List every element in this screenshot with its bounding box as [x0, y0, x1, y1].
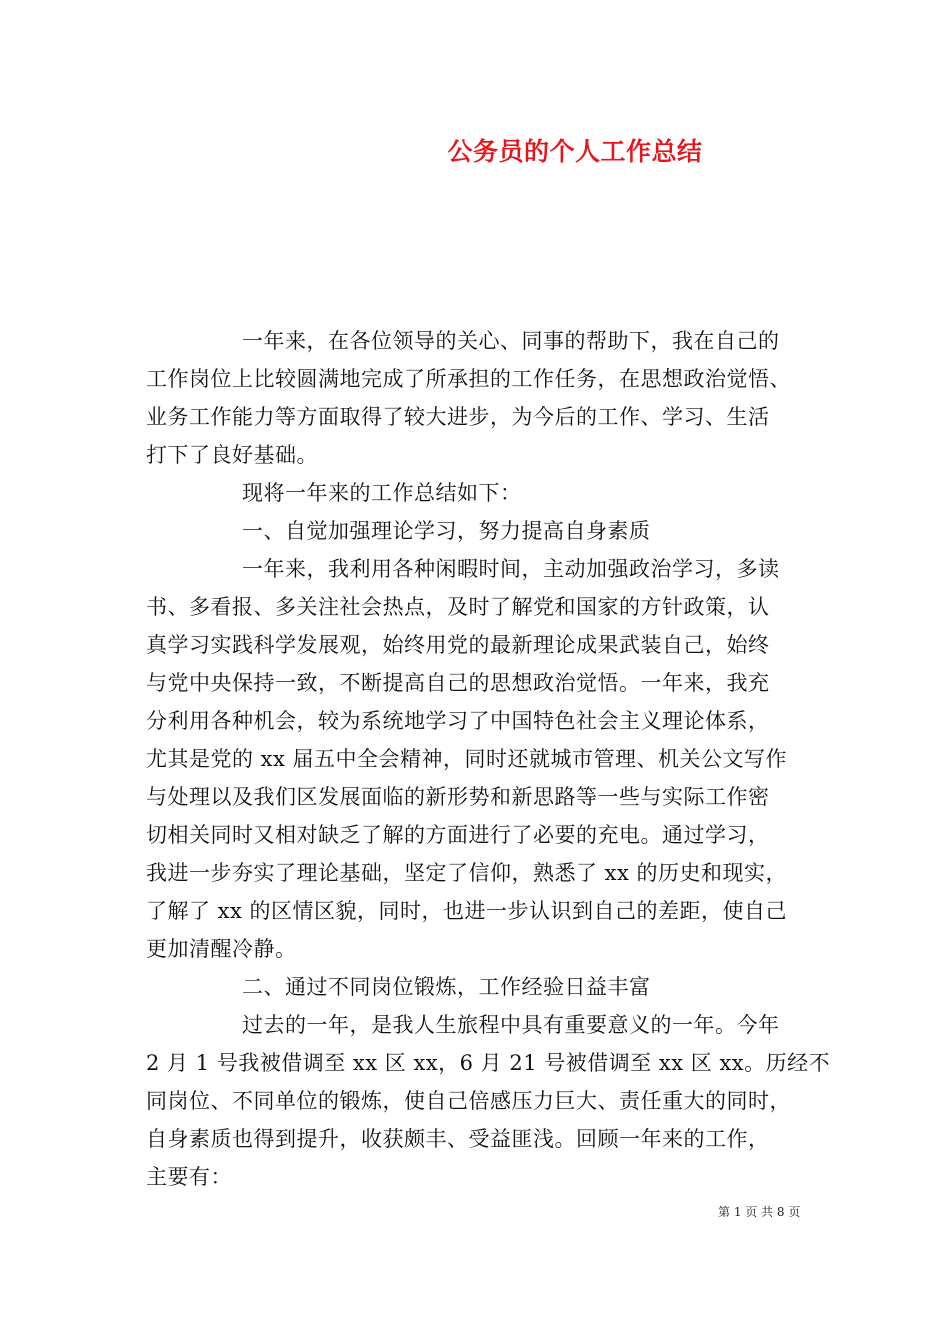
text-line: 2 月 1 号我被借调至 xx 区 xx，6 月 21 号被借调至 xx 区 xx。历经不 [146, 1051, 831, 1075]
section-heading-2: 二、通过不同岗位锻炼，工作经验日益丰富 [242, 975, 651, 999]
text-line: 与党中央保持一致，不断提高自己的思想政治觉悟。一年来，我充 [146, 671, 770, 695]
text-line: 分利用各种机会，较为系统地学习了中国特色社会主义理论体系， [146, 709, 770, 733]
text-line: 切相关同时又相对缺乏了解的方面进行了必要的充电。通过学习， [146, 823, 770, 847]
text-line: 自身素质也得到提升，收获颇丰、受益匪浅。回顾一年来的工作， [146, 1127, 770, 1151]
text-line: 了解了 xx 的区情区貌，同时，也进一步认识到自己的差距，使自己 [146, 899, 788, 923]
document-title: 公务员的个人工作总结 [447, 137, 703, 166]
text-line: 工作岗位上比较圆满地完成了所承担的工作任务，在思想政治觉悟、 [146, 367, 791, 391]
text-line: 同岗位、不同单位的锻炼，使自己倍感压力巨大、责任重大的同时， [146, 1089, 791, 1113]
text-line: 真学习实践科学发展观，始终用党的最新理论成果武装自己，始终 [146, 633, 770, 657]
text-line: 一年来，我利用各种闲暇时间，主动加强政治学习，多读 [242, 557, 780, 581]
text-line: 与处理以及我们区发展面临的新形势和新思路等一些与实际工作密 [146, 785, 770, 809]
text-line: 打下了良好基础。 [146, 443, 318, 467]
text-line: 我进一步夯实了理论基础，坚定了信仰，熟悉了 xx 的历史和现实， [146, 861, 788, 885]
text-line: 过去的一年，是我人生旅程中具有重要意义的一年。今年 [242, 1013, 780, 1037]
text-line: 更加清醒冷静。 [146, 937, 297, 961]
section-heading-1: 一、自觉加强理论学习，努力提高自身素质 [242, 519, 651, 543]
document-body [146, 322, 831, 1196]
text-line: 一年来，在各位领导的关心、同事的帮助下，我在自己的 [242, 329, 780, 353]
text-line: 书、多看报、多关注社会热点，及时了解党和国家的方针政策，认 [146, 595, 770, 619]
page-number: 第 1 页 共 8 页 [718, 1205, 801, 1219]
text-line: 主要有： [146, 1165, 232, 1189]
text-line: 业务工作能力等方面取得了较大进步，为今后的工作、学习、生活 [146, 405, 770, 429]
text-line: 现将一年来的工作总结如下： [242, 481, 522, 505]
text-line: 尤其是党的 xx 届五中全会精神，同时还就城市管理、机关公文写作 [146, 747, 788, 771]
